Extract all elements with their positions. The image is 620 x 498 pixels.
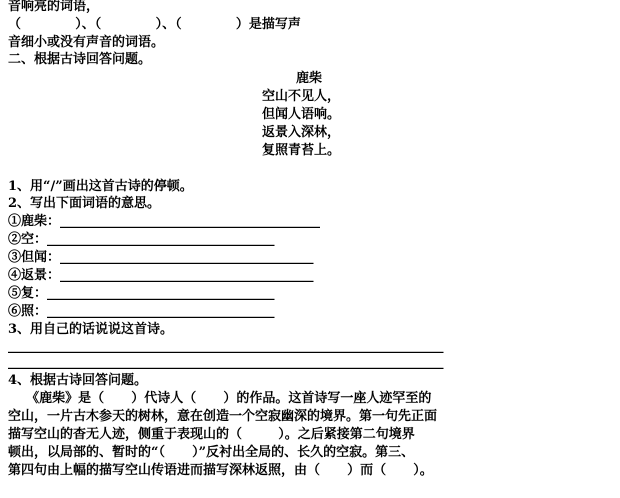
paragraph-line: 描写空山的杳无人迹，侧重于表现山的（ ）。之后紧接第二句境界 [8, 427, 415, 442]
answer-item: ①鹿柴：________________________________________ [8, 214, 321, 229]
paragraph-line: 第四句由上幅的描写空山传语进而描写深林返照，由（ ）而（ ）。 [8, 463, 433, 478]
question-4: 4、根据古诗回答问题。 [8, 373, 148, 388]
fill-blank-line: （ ）、（ ）、（ ）是描写声 [8, 17, 301, 32]
poem-line: 复照青苔上。 [262, 143, 341, 158]
question-1: 1、用“/”画出这首古诗的停顿。 [8, 179, 193, 194]
answer-line: ___________________________________________________________________ [8, 339, 444, 354]
text-line: 音响亮的词语， [8, 0, 100, 14]
answer-item: ⑤复：___________________________________ [8, 286, 275, 301]
question-3: 3、用自己的话说说这首诗。 [8, 322, 174, 337]
section-heading: 二、根据古诗回答问题。 [8, 52, 152, 67]
paragraph-line: 《鹿柴》是（ ）代诗人（ ）的作品。这首诗写一座人迹罕至的 [8, 391, 432, 406]
paragraph-line: 空山，一片古木参天的树林，意在创造一个空寂幽深的境界。第一句先正面 [8, 409, 438, 424]
poem-title: 鹿柴 [296, 71, 323, 86]
paragraph-line: 顿出，以局部的、暂时的“（ ）”反衬出全局的、长久的空寂。第三、 [8, 445, 415, 460]
answer-line: ___________________________________________________________________ [8, 355, 444, 370]
answer-item: ②空：___________________________________ [8, 232, 275, 247]
question-2: 2、写出下面词语的意思。 [8, 196, 161, 211]
answer-item: ③但闻：_______________________________________ [8, 250, 314, 265]
answer-item: ④返景：_______________________________________ [8, 268, 314, 283]
answer-item: ⑥照：___________________________________ [8, 304, 275, 319]
text-line: 音细小或没有声音的词语。 [8, 35, 165, 50]
poem-line: 空山不见人， [262, 89, 341, 104]
poem-line: 但闻人语响。 [262, 107, 341, 122]
poem-line: 返景入深林， [262, 125, 341, 140]
